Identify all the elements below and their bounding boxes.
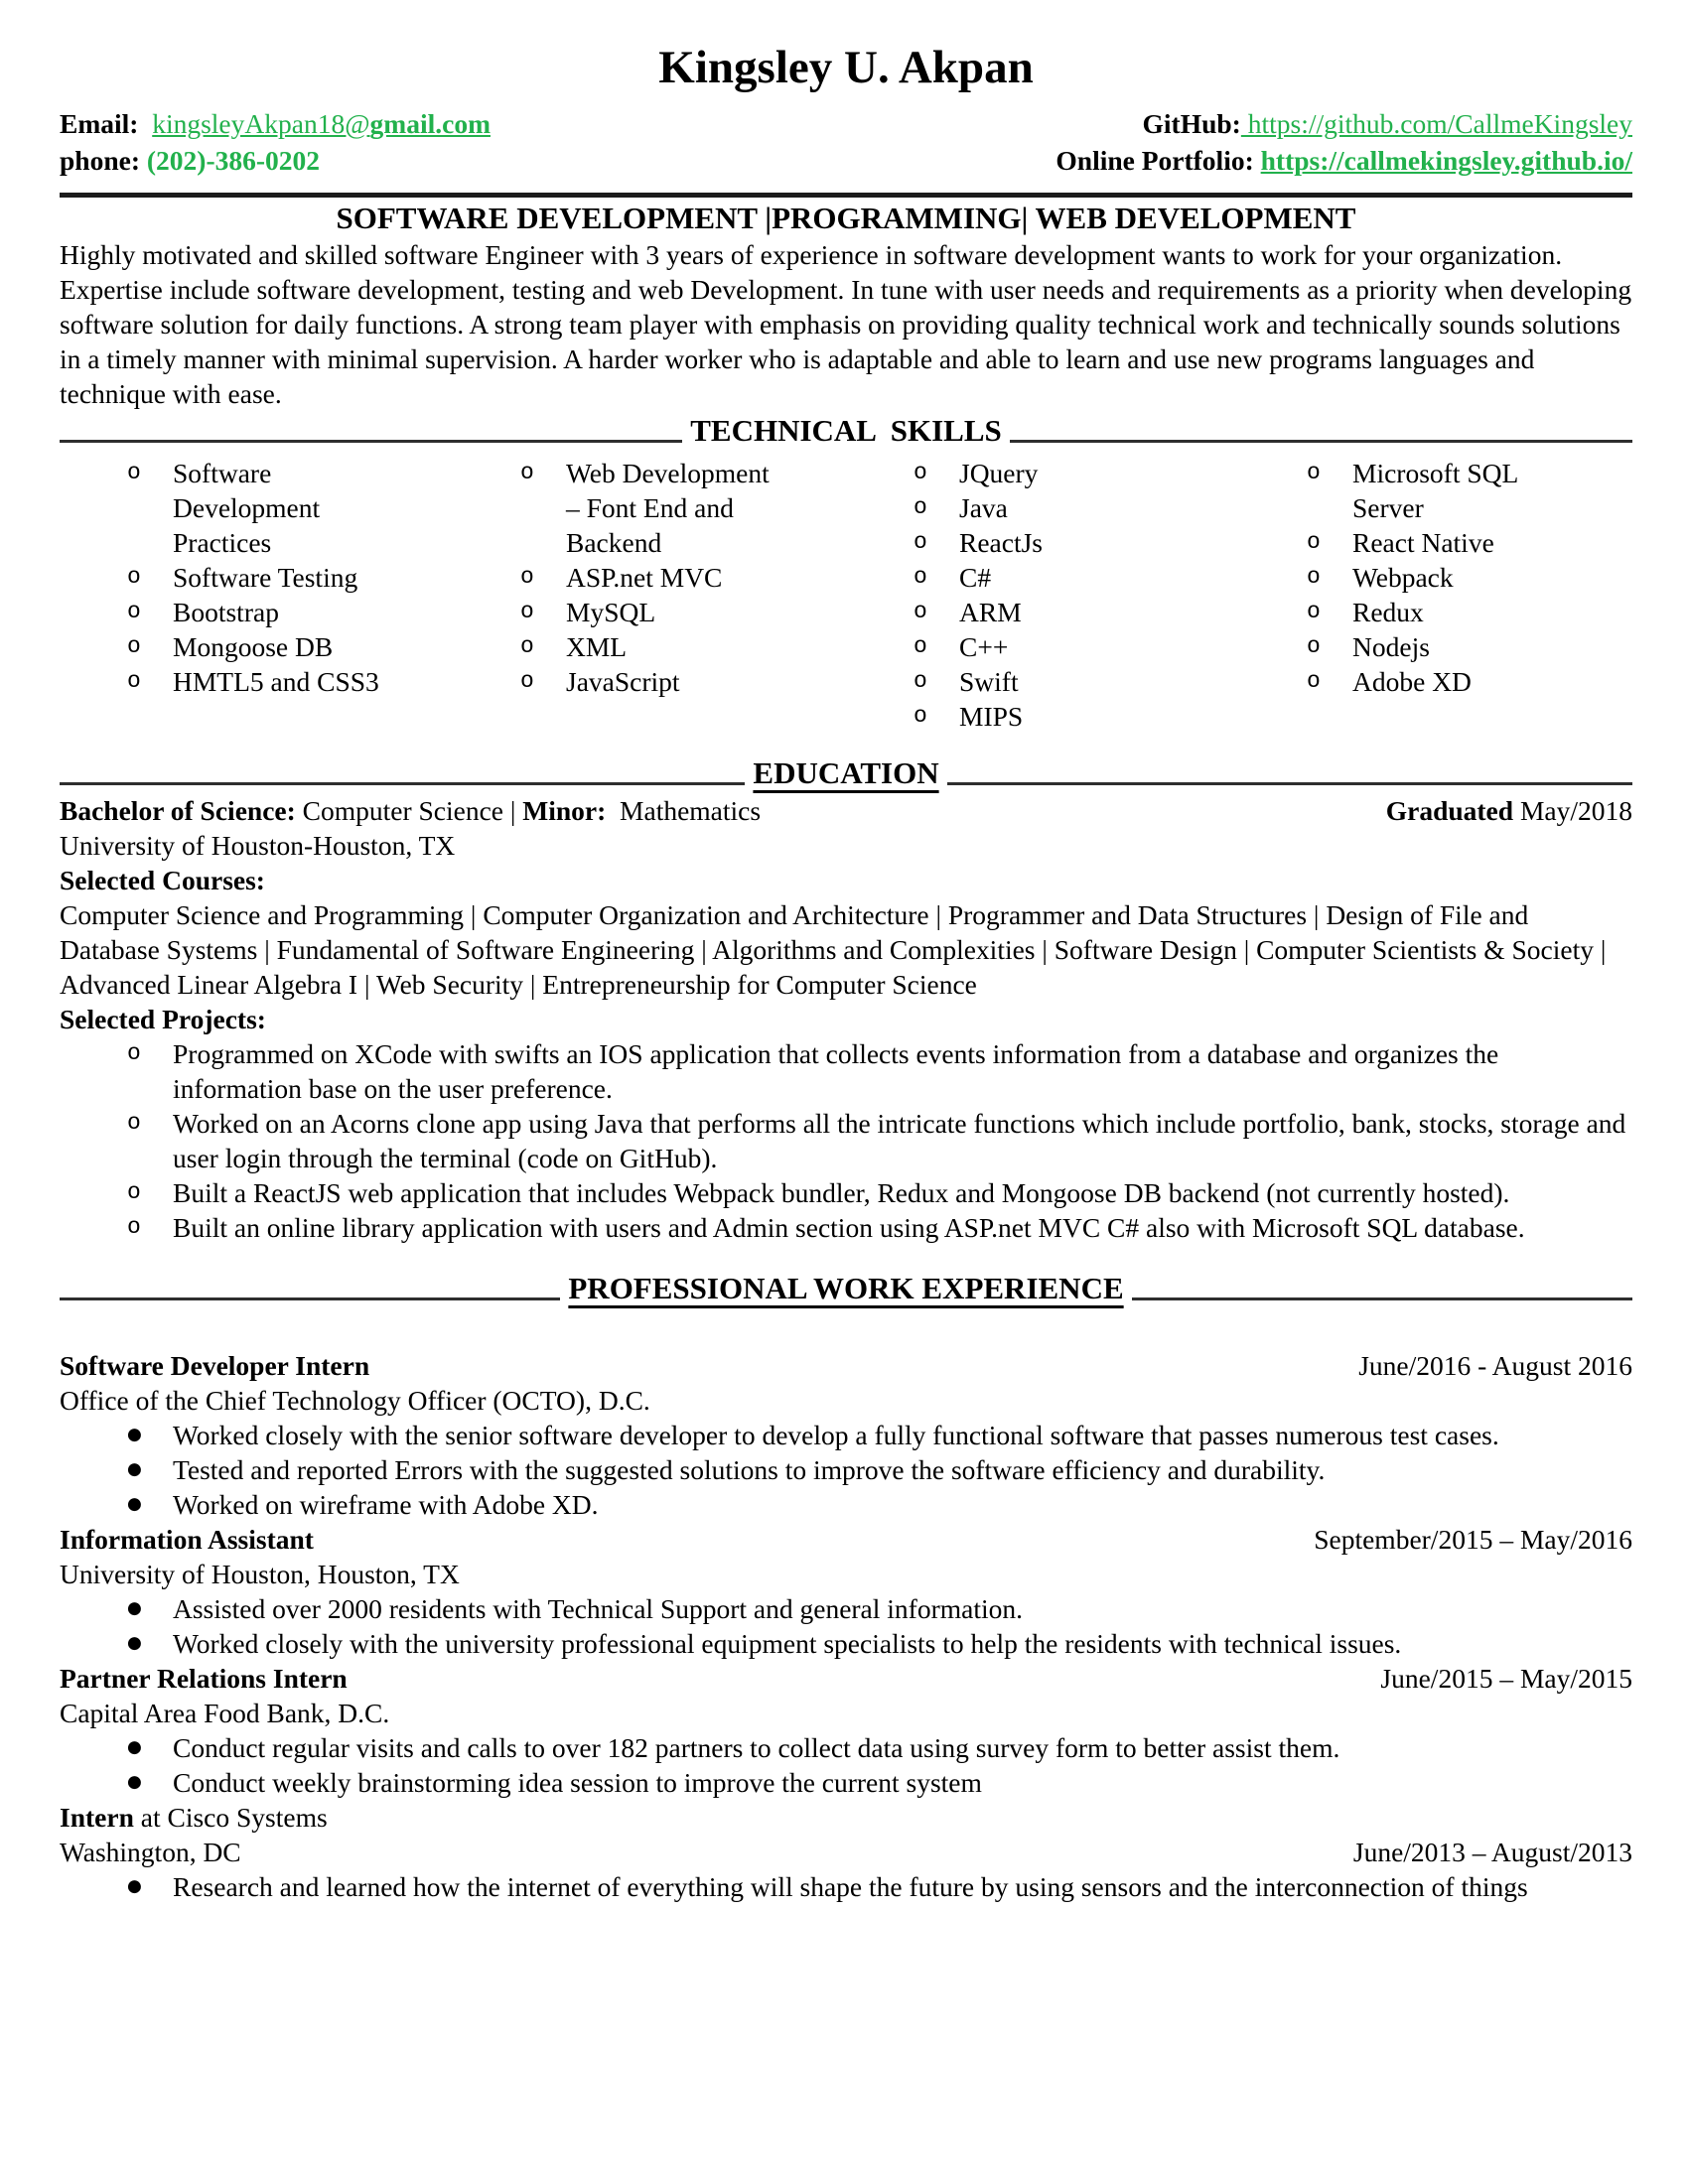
skill-item <box>1239 456 1632 525</box>
list-item <box>60 1730 1632 1765</box>
page-title: Kingsley U. Akpan <box>658 42 1034 93</box>
phone-label: phone: <box>60 145 140 176</box>
circle-bullet-icon: o <box>914 668 927 694</box>
job-date: June/2016 - August 2016 <box>1358 1350 1632 1381</box>
disc-bullet-icon: ● <box>127 1459 142 1479</box>
skill-label: MIPS <box>959 701 1024 732</box>
heading-rule-left <box>60 440 682 443</box>
job-entry <box>60 1522 1632 1661</box>
circle-bullet-icon: o <box>1307 564 1321 590</box>
skill-item <box>60 560 453 595</box>
skills-column-4 <box>1239 456 1632 734</box>
portfolio-link[interactable]: https://callmekingsley.github.io/ <box>1260 145 1632 176</box>
skill-label: JavaScript <box>566 666 680 697</box>
skills-heading-text: TECHNICAL SKILLS <box>690 413 1002 448</box>
degree-label: Bachelor of Science: <box>60 795 296 826</box>
job-organization: University of Houston, Houston, TX <box>60 1559 460 1589</box>
list-item <box>60 1106 1632 1175</box>
skill-item <box>453 595 846 629</box>
skill-item <box>846 560 1239 595</box>
circle-bullet-icon: o <box>127 1040 141 1066</box>
circle-bullet-icon: o <box>914 529 927 555</box>
circle-bullet-icon: o <box>520 668 534 694</box>
contact-left-column <box>60 105 491 179</box>
skill-item <box>846 629 1239 664</box>
job-title: Information Assistant <box>60 1524 314 1555</box>
experience-heading-text: PROFESSIONAL WORK EXPERIENCE <box>568 1271 1124 1305</box>
circle-bullet-icon: o <box>914 494 927 520</box>
job-organization: Capital Area Food Bank, D.C. <box>60 1698 390 1728</box>
circle-bullet-icon: o <box>127 1214 141 1240</box>
header-divider <box>60 193 1632 198</box>
skills-section-heading <box>60 411 1632 451</box>
project-text: Worked on an Acorns clone app using Java that performs all the intricate functions which include portfolio, bank, stocks, storage and user login through the terminal (code on GitHub). <box>173 1108 1626 1173</box>
list-item <box>60 1036 1632 1106</box>
skill-item <box>846 699 1239 734</box>
disc-bullet-icon: ● <box>127 1598 142 1618</box>
skill-label: Bootstrap <box>173 597 279 627</box>
skill-item <box>846 456 1239 490</box>
summary-text: Highly motivated and skilled software Engineer with 3 years of experience in software development wants to work for your organization. Expertise include software development, testing and web Development. In tune with user needs and requirements as a priority when developing software solution for daily functions. A strong team player with emphasis on providing quality technical work and technically sounds solutions in a timely manner with minimal supervision. A harder worker who is adaptable and able to learn and use new programs languages and technique with ease. <box>60 239 1632 409</box>
skill-item <box>1239 664 1632 699</box>
degree-row <box>60 793 1632 828</box>
circle-bullet-icon: o <box>127 599 141 624</box>
job-date: June/2013 – August/2013 <box>1352 1837 1632 1867</box>
heading-rule-left <box>60 782 745 785</box>
skill-item <box>1239 525 1632 560</box>
skill-label: Adobe XD <box>1352 666 1472 697</box>
github-link[interactable]: https://github.com/CallmeKingsley <box>1240 108 1632 139</box>
project-text: Built a ReactJS web application that includes Webpack bundler, Redux and Mongoose DB backend (not currently hosted). <box>173 1177 1510 1208</box>
list-item <box>60 1626 1632 1661</box>
education-section-heading <box>60 753 1632 793</box>
list-item <box>60 1869 1632 1904</box>
skill-label: Java <box>959 492 1008 523</box>
circle-bullet-icon: o <box>914 599 927 624</box>
circle-bullet-icon: o <box>127 564 141 590</box>
heading-rule-right <box>1132 1297 1632 1300</box>
job-bullet-text: Tested and reported Errors with the suggested solutions to improve the software efficiency and durability. <box>173 1454 1326 1485</box>
circle-bullet-icon: o <box>520 460 534 485</box>
job-title: Partner Relations Intern <box>60 1663 348 1694</box>
skill-item <box>1239 560 1632 595</box>
skill-label: ASP.net MVC <box>566 562 723 593</box>
skill-item <box>1239 629 1632 664</box>
job-bullet-text: Worked on wireframe with Adobe XD. <box>173 1489 599 1520</box>
minor-label: Minor: <box>522 795 607 826</box>
heading-rule-right <box>1010 440 1632 443</box>
contact-block <box>60 105 1632 179</box>
skill-item <box>60 664 453 699</box>
list-item <box>60 1452 1632 1487</box>
skill-item <box>453 629 846 664</box>
degree-info <box>60 793 761 828</box>
project-text: Programmed on XCode with swifts an IOS application that collects events information from a database and organizes the information base on the user preference. <box>173 1038 1499 1104</box>
skill-label: Web Development – Font End and Backend <box>566 458 770 558</box>
job-bullet-text: Conduct regular visits and calls to over 182 partners to collect data using survey form to better assist them. <box>173 1732 1340 1763</box>
heading-rule-left <box>60 1297 560 1300</box>
list-item <box>60 1765 1632 1800</box>
email-user-part: kingsleyAkpan18@ <box>152 108 370 139</box>
job-organization: Office of the Chief Technology Officer (OCTO), D.C. <box>60 1385 650 1416</box>
skill-label: Swift <box>959 666 1019 697</box>
skill-label: XML <box>566 631 628 662</box>
skill-item <box>846 490 1239 525</box>
email-link[interactable] <box>152 108 491 139</box>
skill-item <box>846 664 1239 699</box>
skill-label: MySQL <box>566 597 656 627</box>
job-entry <box>60 1348 1632 1522</box>
school-name: University of Houston-Houston, TX <box>60 830 456 861</box>
list-item <box>60 1591 1632 1626</box>
contact-right-column <box>1055 105 1632 179</box>
list-item <box>60 1210 1632 1245</box>
job-title-row <box>60 1348 1632 1383</box>
experience-section-heading <box>60 1269 1632 1308</box>
skill-label: ARM <box>959 597 1022 627</box>
skills-column-1 <box>60 456 453 734</box>
skill-label: Nodejs <box>1352 631 1430 662</box>
skill-item <box>846 525 1239 560</box>
disc-bullet-icon: ● <box>127 1737 142 1757</box>
circle-bullet-icon: o <box>1307 633 1321 659</box>
projects-list <box>60 1036 1632 1245</box>
skill-label: C# <box>959 562 992 593</box>
phone-value: (202)-386-0202 <box>146 145 321 176</box>
project-text: Built an online library application with users and Admin section using ASP.net MVC C# also with Microsoft SQL database. <box>173 1212 1525 1243</box>
education-heading-text: EDUCATION <box>753 755 939 790</box>
circle-bullet-icon: o <box>520 633 534 659</box>
circle-bullet-icon: o <box>1307 668 1321 694</box>
job-organization-row <box>60 1835 1632 1869</box>
skill-label: Mongoose DB <box>173 631 334 662</box>
github-label: GitHub: <box>1142 108 1241 139</box>
job-bullet-text: Conduct weekly brainstorming idea session to improve the current system <box>173 1767 982 1798</box>
circle-bullet-icon: o <box>1307 529 1321 555</box>
job-bullet-text: Worked closely with the senior software developer to develop a fully functional software that passes numerous test cases. <box>173 1420 1499 1450</box>
disc-bullet-icon: ● <box>127 1772 142 1792</box>
job-entry <box>60 1800 1632 1904</box>
job-entry <box>60 1661 1632 1800</box>
circle-bullet-icon: o <box>914 703 927 729</box>
skill-label: JQuery <box>959 458 1039 488</box>
disc-bullet-icon: ● <box>127 1876 142 1896</box>
skill-item <box>60 456 453 560</box>
skill-label: Software Testing <box>173 562 358 593</box>
email-domain-part: gmail.com <box>369 108 491 139</box>
portfolio-row <box>1055 142 1632 179</box>
graduation-date <box>1386 793 1632 828</box>
job-bullet-text: Research and learned how the internet of everything will shape the future by using sensors and the interconnection of things <box>173 1871 1528 1902</box>
skill-label: C++ <box>959 631 1009 662</box>
skills-column-3 <box>846 456 1239 734</box>
skill-item <box>846 595 1239 629</box>
circle-bullet-icon: o <box>127 1110 141 1136</box>
skill-label: Software Development Practices <box>173 458 321 558</box>
list-item <box>60 1487 1632 1522</box>
email-label: Email: <box>60 108 139 139</box>
list-item <box>60 1175 1632 1210</box>
email-row <box>60 105 491 142</box>
circle-bullet-icon: o <box>520 599 534 624</box>
job-bullet-text: Assisted over 2000 residents with Technical Support and general information. <box>173 1593 1023 1624</box>
job-title-row <box>60 1661 1632 1696</box>
skill-label: Webpack <box>1352 562 1454 593</box>
skill-item <box>453 664 846 699</box>
phone-row <box>60 142 491 179</box>
circle-bullet-icon: o <box>520 564 534 590</box>
circle-bullet-icon: o <box>1307 599 1321 624</box>
skill-label: HMTL5 and CSS3 <box>173 666 379 697</box>
disc-bullet-icon: ● <box>127 1494 142 1514</box>
degree-value: Computer Science | <box>295 795 523 826</box>
summary-heading: SOFTWARE DEVELOPMENT |PROGRAMMING| WEB DEVELOPMENT <box>336 201 1356 235</box>
selected-projects-label: Selected Projects: <box>60 1004 266 1034</box>
selected-courses-label: Selected Courses: <box>60 865 265 895</box>
github-row <box>1055 105 1632 142</box>
minor-value: Mathematics <box>606 795 762 826</box>
job-bullet-text: Worked closely with the university professional equipment specialists to help the residents with technical issues. <box>173 1628 1402 1659</box>
circle-bullet-icon: o <box>127 460 141 485</box>
skill-item <box>1239 595 1632 629</box>
skills-grid <box>60 456 1632 734</box>
skill-label: Microsoft SQL Server <box>1352 458 1518 523</box>
skill-label: Redux <box>1352 597 1424 627</box>
disc-bullet-icon: ● <box>127 1633 142 1653</box>
skill-item <box>60 595 453 629</box>
circle-bullet-icon: o <box>914 460 927 485</box>
graduated-label: Graduated <box>1385 795 1514 826</box>
skill-item <box>453 560 846 595</box>
job-title: Software Developer Intern <box>60 1350 370 1381</box>
circle-bullet-icon: o <box>914 564 927 590</box>
circle-bullet-icon: o <box>127 1179 141 1205</box>
job-organization: Washington, DC <box>60 1837 241 1867</box>
job-title-row <box>60 1522 1632 1557</box>
heading-rule-right <box>947 782 1632 785</box>
disc-bullet-icon: ● <box>127 1425 142 1444</box>
graduated-value: May/2018 <box>1513 795 1632 826</box>
job-title-suffix: at Cisco Systems <box>133 1802 328 1833</box>
skill-label: ReactJs <box>959 527 1044 558</box>
circle-bullet-icon: o <box>127 633 141 659</box>
skill-label: React Native <box>1352 527 1494 558</box>
portfolio-label: Online Portfolio: <box>1055 145 1254 176</box>
job-title-row <box>60 1800 1632 1835</box>
list-item <box>60 1418 1632 1452</box>
circle-bullet-icon: o <box>1307 460 1321 485</box>
skill-item <box>453 456 846 560</box>
circle-bullet-icon: o <box>127 668 141 694</box>
courses-list: Computer Science and Programming | Computer Organization and Architecture | Programmer and Data Structures | Design of File and Database Systems | Fundamental of Software Engineering | Algorithms and Complexities | Software Design | Computer Scientists & Society | Advanced Linear Algebra I | Web Security | Entrepreneurship for Computer Science <box>60 899 1607 1000</box>
job-title: Intern <box>60 1802 134 1833</box>
circle-bullet-icon: o <box>914 633 927 659</box>
job-date: September/2015 – May/2016 <box>1314 1524 1632 1555</box>
skills-column-2 <box>453 456 846 734</box>
skill-item <box>60 629 453 664</box>
job-date: June/2015 – May/2015 <box>1380 1663 1632 1694</box>
